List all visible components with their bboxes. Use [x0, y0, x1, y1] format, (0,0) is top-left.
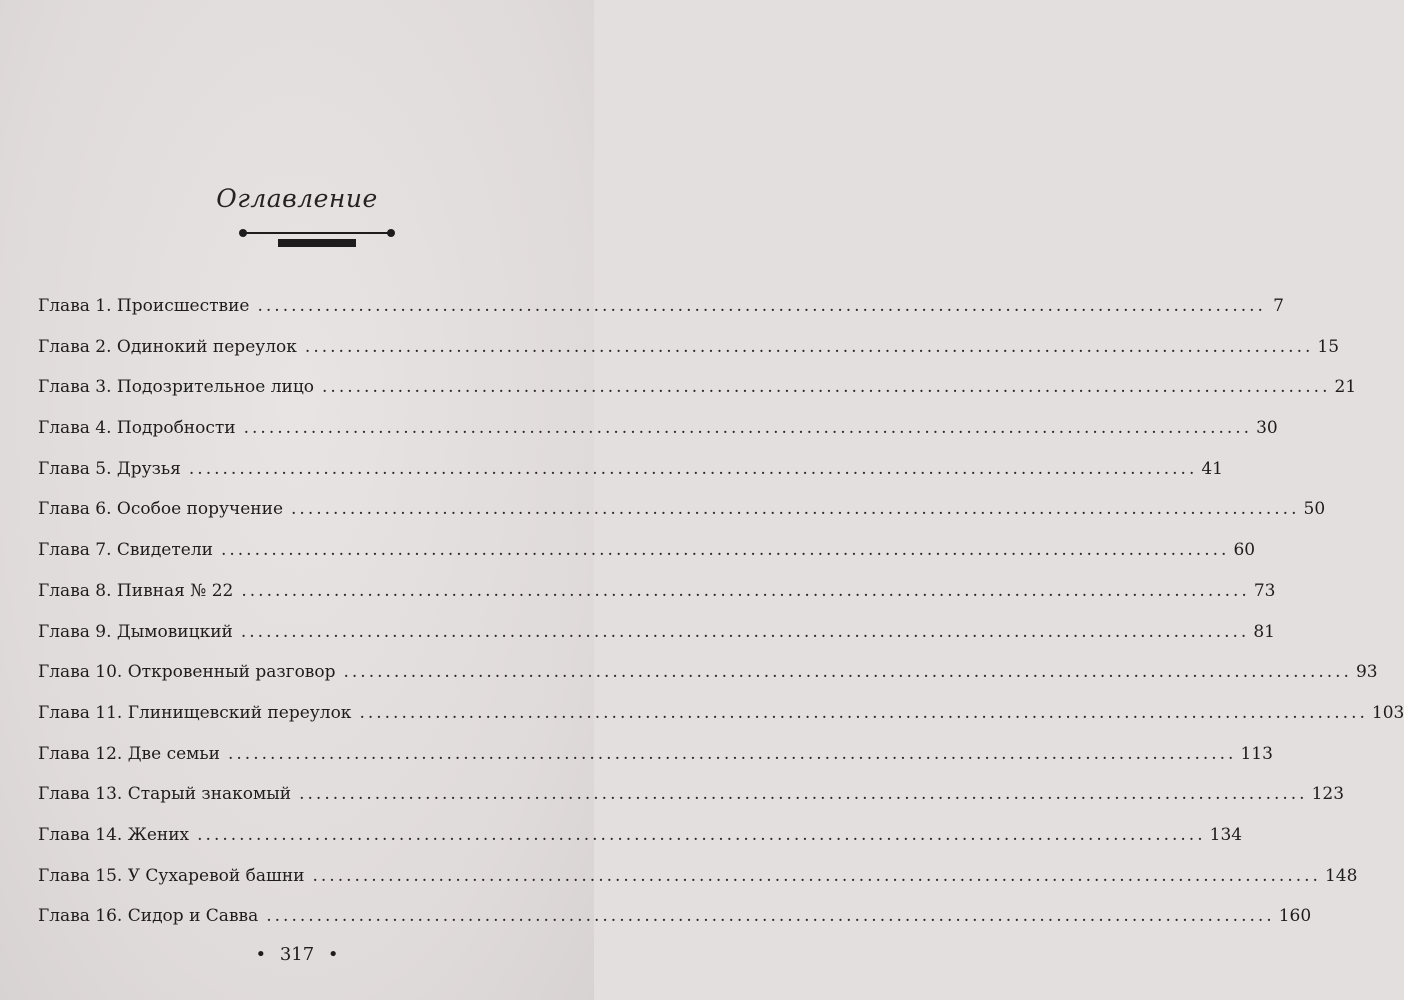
- toc-entry: [38, 418, 1278, 459]
- toc-leader-dots: ........................................................................................................................: [197, 824, 1206, 845]
- footer-bullet-right: •: [327, 944, 339, 965]
- toc-entry-label: Глава 10. Откровенный разговор: [38, 662, 336, 683]
- toc-entry-label: Глава 8. Пивная № 22: [38, 580, 234, 601]
- toc-entry-page: 123: [1311, 784, 1345, 805]
- toc-entry: [38, 702, 1404, 744]
- toc-entry-page: 73: [1253, 580, 1276, 601]
- table-of-contents: [38, 296, 1404, 947]
- toc-entry-page: 21: [1334, 377, 1357, 398]
- toc-entry-page: 160: [1278, 906, 1312, 927]
- toc-entry-label: Глава 2. Одинокий переулок: [38, 336, 297, 357]
- toc-entry-label: Глава 9. Дымовицкий: [38, 621, 233, 642]
- toc-entry-page: 15: [1317, 336, 1340, 357]
- toc-entry-label: Глава 15. У Сухаревой башни: [38, 865, 305, 886]
- toc-entry: [38, 499, 1326, 540]
- toc-entry-page: 60: [1233, 540, 1256, 561]
- toc-entry: [38, 540, 1256, 581]
- toc-entry-page: 103: [1371, 702, 1404, 723]
- page-number: 317: [279, 944, 315, 965]
- toc-entry: [38, 743, 1273, 785]
- toc-leader-dots: ........................................................................................................................: [240, 621, 1250, 642]
- ornament-bar: [278, 239, 356, 247]
- toc-entry-label: Глава 5. Друзья: [38, 458, 181, 479]
- toc-entry-label: Глава 6. Особое поручение: [38, 499, 284, 520]
- toc-entry: [38, 296, 1284, 337]
- toc-entry-page: 134: [1209, 824, 1243, 845]
- toc-leader-dots: ........................................................................................................................: [304, 336, 1314, 357]
- toc-entry-page: 7: [1273, 296, 1284, 316]
- toc-entry-label: Глава 3. Подозрительное лицо: [38, 377, 315, 398]
- toc-entry: [38, 621, 1275, 663]
- toc-leader-dots: ........................................................................................................................: [343, 662, 1352, 683]
- toc-entry: [38, 458, 1223, 500]
- footer-bullet-left: •: [255, 944, 267, 965]
- toc-leader-dots: ........................................................................................................................: [359, 702, 1368, 723]
- toc-entry-label: Глава 1. Происшествие: [38, 296, 250, 316]
- toc-entry-label: Глава 7. Свидетели: [38, 540, 213, 561]
- toc-entry: [38, 784, 1345, 825]
- toc-leader-dots: ........................................................................................................................: [266, 906, 1275, 927]
- toc-leader-dots: ........................................................................................................................: [322, 377, 1331, 398]
- toc-entry: [38, 906, 1312, 947]
- toc-leader-dots: ........................................................................................................................: [220, 540, 1230, 561]
- toc-entry-page: 148: [1324, 865, 1358, 886]
- toc-entry-page: 93: [1355, 662, 1378, 683]
- toc-entry-page: 41: [1201, 458, 1223, 479]
- toc-leader-dots: ........................................................................................................................: [291, 499, 1300, 520]
- toc-leader-dots: ........................................................................................................................: [312, 865, 1321, 886]
- toc-leader-dots: ........................................................................................................................: [299, 784, 1308, 805]
- toc-entry-page: 30: [1256, 418, 1278, 439]
- toc-entry: [38, 824, 1243, 866]
- page-footer: [0, 944, 594, 965]
- toc-leader-dots: ........................................................................................................................: [241, 580, 1250, 601]
- toc-entry-page: 81: [1253, 621, 1275, 642]
- title-ornament: [238, 226, 396, 252]
- toc-entry-label: Глава 4. Подробности: [38, 418, 236, 439]
- toc-entry: [38, 377, 1357, 418]
- toc-entry-label: Глава 13. Старый знакомый: [38, 784, 292, 805]
- toc-entry: [38, 865, 1358, 907]
- toc-entry: [38, 580, 1276, 622]
- toc-entry-page: 50: [1303, 499, 1326, 520]
- toc-leader-dots: ........................................................................................................................: [257, 296, 1266, 316]
- toc-leader-dots: ........................................................................................................................: [188, 458, 1198, 479]
- toc-leader-dots: ........................................................................................................................: [228, 743, 1237, 764]
- toc-entry-label: Глава 12. Две семьи: [38, 743, 220, 764]
- toc-entry-page: 113: [1240, 743, 1273, 764]
- toc-entry-label: Глава 14. Жених: [38, 824, 190, 845]
- toc-entry: [38, 662, 1378, 703]
- toc-entry-label: Глава 16. Сидор и Савва: [38, 906, 259, 927]
- page-title: Оглавление: [216, 184, 378, 213]
- toc-entry: [38, 336, 1340, 378]
- toc-entry-label: Глава 11. Глинищевский переулок: [38, 702, 352, 723]
- toc-leader-dots: ........................................................................................................................: [243, 418, 1253, 439]
